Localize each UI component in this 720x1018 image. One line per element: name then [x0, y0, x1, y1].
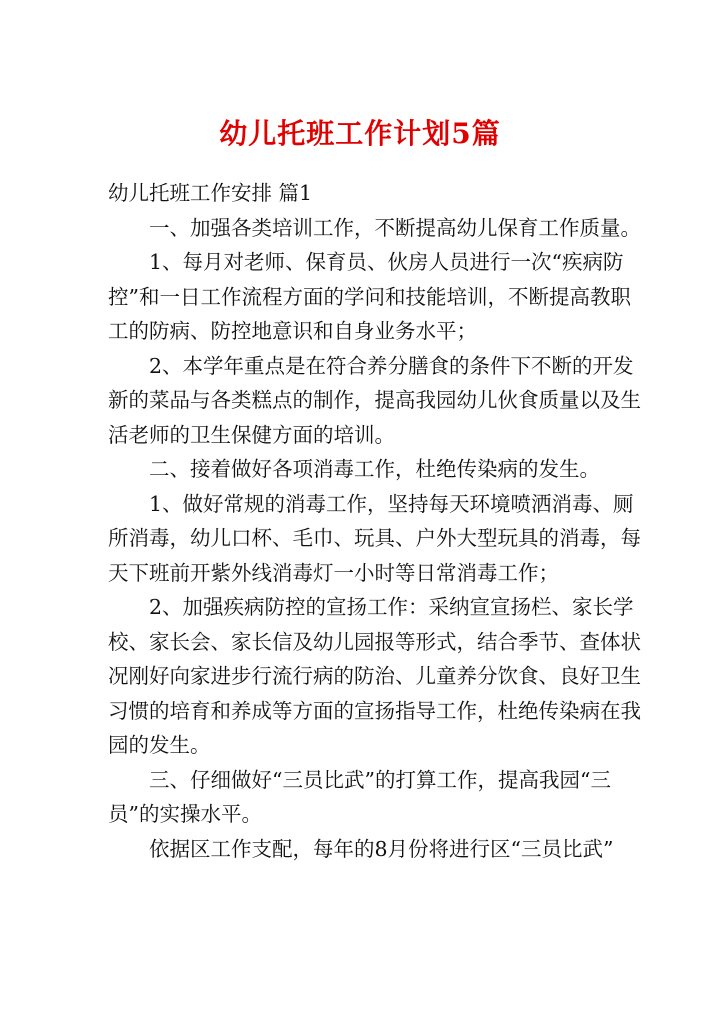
paragraph-line: 天下班前开紫外线消毒灯一小时等日常消毒工作；	[108, 560, 559, 585]
paragraph-2	[108, 245, 631, 349]
paragraph-line: 依据区工作支配，每年的8月份将进行区“三员比武”	[149, 836, 614, 861]
paragraph-8	[108, 832, 616, 867]
paragraph-line: 园的发生。	[108, 733, 211, 757]
paragraph-7	[108, 763, 616, 832]
paragraph-4	[108, 452, 616, 487]
section-heading: 幼儿托班工作安排 篇1	[108, 181, 313, 205]
paragraph-line: 控”和一日工作流程方面的学问和技能培训，不断提高教职	[108, 284, 631, 309]
paragraph-line: 二、接着做好各项消毒工作，杜绝传染病的发生。	[149, 457, 600, 481]
paragraph-line: 习惯的培育和养成等方面的宣扬指导工作，杜绝传染病在我	[108, 698, 641, 723]
document-body	[108, 176, 641, 866]
paragraph-1	[108, 211, 641, 246]
paragraph-line: 校、家长会、家长信及幼儿园报等形式，结合季节、查体状	[108, 629, 641, 654]
paragraph-line: 所消毒，幼儿口杯、毛巾、玩具、户外大型玩具的消毒，每	[108, 526, 641, 550]
document-title: 幼儿托班工作计划5篇	[219, 117, 501, 150]
paragraph-3	[108, 349, 641, 453]
paragraph-line: 1、做好常规的消毒工作，坚持每天环境喷洒消毒、厕	[149, 491, 634, 516]
paragraph-5	[108, 487, 641, 591]
paragraph-line: 三、仔细做好“三员比武”的打算工作，提高我园“三	[149, 767, 611, 792]
paragraph-line: 况刚好向家进步行流行病的防治、儿童养分饮食、良好卫生	[108, 664, 641, 688]
paragraph-line: 员”的实操水平。	[108, 802, 262, 826]
paragraph-line: 一、加强各类培训工作，不断提高幼儿保育工作质量。	[149, 215, 641, 240]
paragraph-6	[108, 590, 641, 763]
paragraph-line: 2、本学年重点是在符合养分膳食的条件下不断的开发	[149, 353, 634, 378]
paragraph-line: 工的防病、防控地意识和自身业务水平；	[108, 319, 477, 343]
paragraph-line: 活老师的卫生保健方面的培训。	[108, 422, 395, 447]
paragraph-line: 新的菜品与各类糕点的制作，提高我园幼儿伙食质量以及生	[108, 388, 641, 412]
paragraph-line: 2、加强疾病防控的宣扬工作：采纳宣宣扬栏、家长学	[149, 595, 634, 619]
paragraph-line: 1、每月对老师、保育员、伙房人员进行一次“疾病防	[149, 250, 624, 274]
